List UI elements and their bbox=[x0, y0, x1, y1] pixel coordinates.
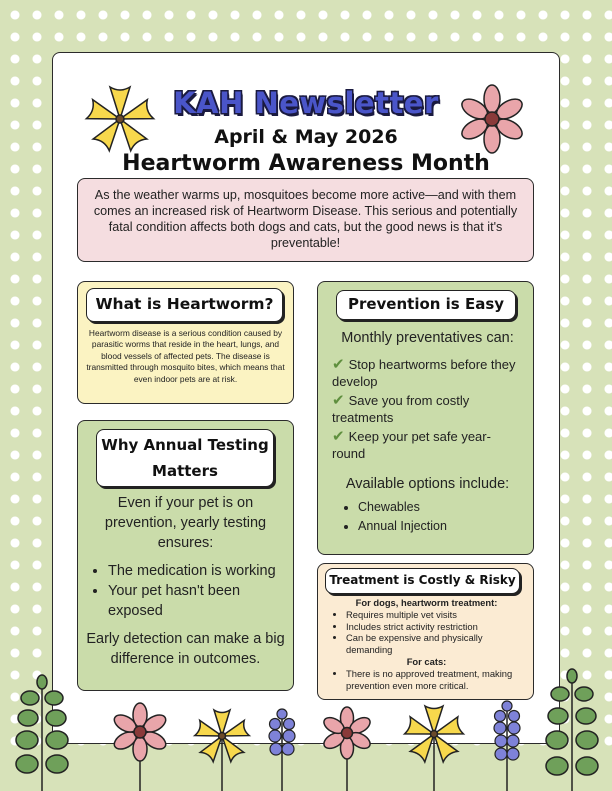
pink-flower-icon bbox=[318, 704, 376, 791]
prevention-check: Keep your pet safe year-round bbox=[332, 429, 491, 461]
what-is-heartworm-box bbox=[77, 281, 294, 404]
lavender-spike-icon bbox=[486, 694, 528, 791]
list-item: • The medication is working bbox=[108, 561, 289, 581]
pink-flower-icon bbox=[108, 700, 172, 791]
list-item: • Includes strict activity restriction bbox=[346, 621, 527, 633]
newsletter-title: KAH Newsletter bbox=[173, 86, 439, 120]
what-is-heartworm-title: What is Heartworm? bbox=[86, 288, 283, 322]
prevention-check: Save you from costly treatments bbox=[332, 393, 470, 425]
intro-text: As the weather warms up, mosquitoes become more active—and with them comes an increased risk of Heartworm Disease. This serious and potentially fatal condition affects both dogs and cats, but the good news is that it's preventable! bbox=[93, 188, 518, 250]
treatment-dogs-list bbox=[326, 609, 527, 656]
yellow-flower-icon bbox=[192, 706, 252, 791]
treatment-title: Treatment is Costly & Risky bbox=[325, 568, 520, 594]
newsletter-heading: Heartworm Awareness Month bbox=[122, 151, 490, 176]
annual-testing-list bbox=[82, 561, 289, 621]
prevention-check: Stop heartworms before they develop bbox=[332, 357, 516, 389]
prevention-options-list bbox=[332, 498, 523, 536]
annual-testing-box bbox=[77, 420, 294, 691]
treatment-box bbox=[317, 563, 534, 700]
check-mark-icon: ✔ bbox=[332, 356, 345, 373]
list-item: • Chewables bbox=[358, 498, 523, 517]
annual-testing-lead: Even if your pet is on prevention, yearly testing ensures: bbox=[104, 495, 267, 551]
check-mark-icon: ✔ bbox=[332, 428, 345, 445]
yellow-flower-icon bbox=[402, 702, 466, 791]
treatment-cats-label: For cats: bbox=[406, 655, 447, 667]
list-item: • Can be expensive and physically demanding bbox=[346, 632, 527, 656]
leaf-stem-icon bbox=[540, 662, 604, 791]
lavender-spike-icon bbox=[262, 702, 302, 791]
intro-box bbox=[77, 178, 534, 262]
treatment-cats-list bbox=[326, 668, 527, 692]
list-item: • Annual Injection bbox=[358, 517, 523, 536]
list-item: • There is no approved treatment, making prevention even more critical. bbox=[346, 668, 527, 692]
check-mark-icon: ✔ bbox=[332, 392, 345, 409]
prevention-box bbox=[317, 281, 534, 555]
prevention-title: Prevention is Easy bbox=[336, 290, 516, 320]
what-is-heartworm-text: Heartworm disease is a serious condition caused by parasitic worms that reside in the heart, lungs, and blood vessels of affected pets. The disease is transmitted through mosquito bites, which means that even indoor pets are at risk. bbox=[86, 328, 285, 384]
prevention-options-label: Available options include: bbox=[345, 476, 510, 492]
newsletter-date: April & May 2026 bbox=[214, 126, 398, 148]
list-item: • Requires multiple vet visits bbox=[346, 609, 527, 621]
leaf-stem-icon bbox=[10, 668, 74, 791]
prevention-lead: Monthly preventatives can: bbox=[341, 330, 514, 346]
annual-testing-title: Why Annual Testing Matters bbox=[96, 429, 274, 487]
annual-testing-closing: Early detection can make a big difference in outcomes. bbox=[86, 631, 285, 667]
treatment-dogs-label: For dogs, heartworm treatment: bbox=[355, 597, 498, 608]
list-item: • Your pet hasn't been exposed bbox=[108, 581, 289, 621]
